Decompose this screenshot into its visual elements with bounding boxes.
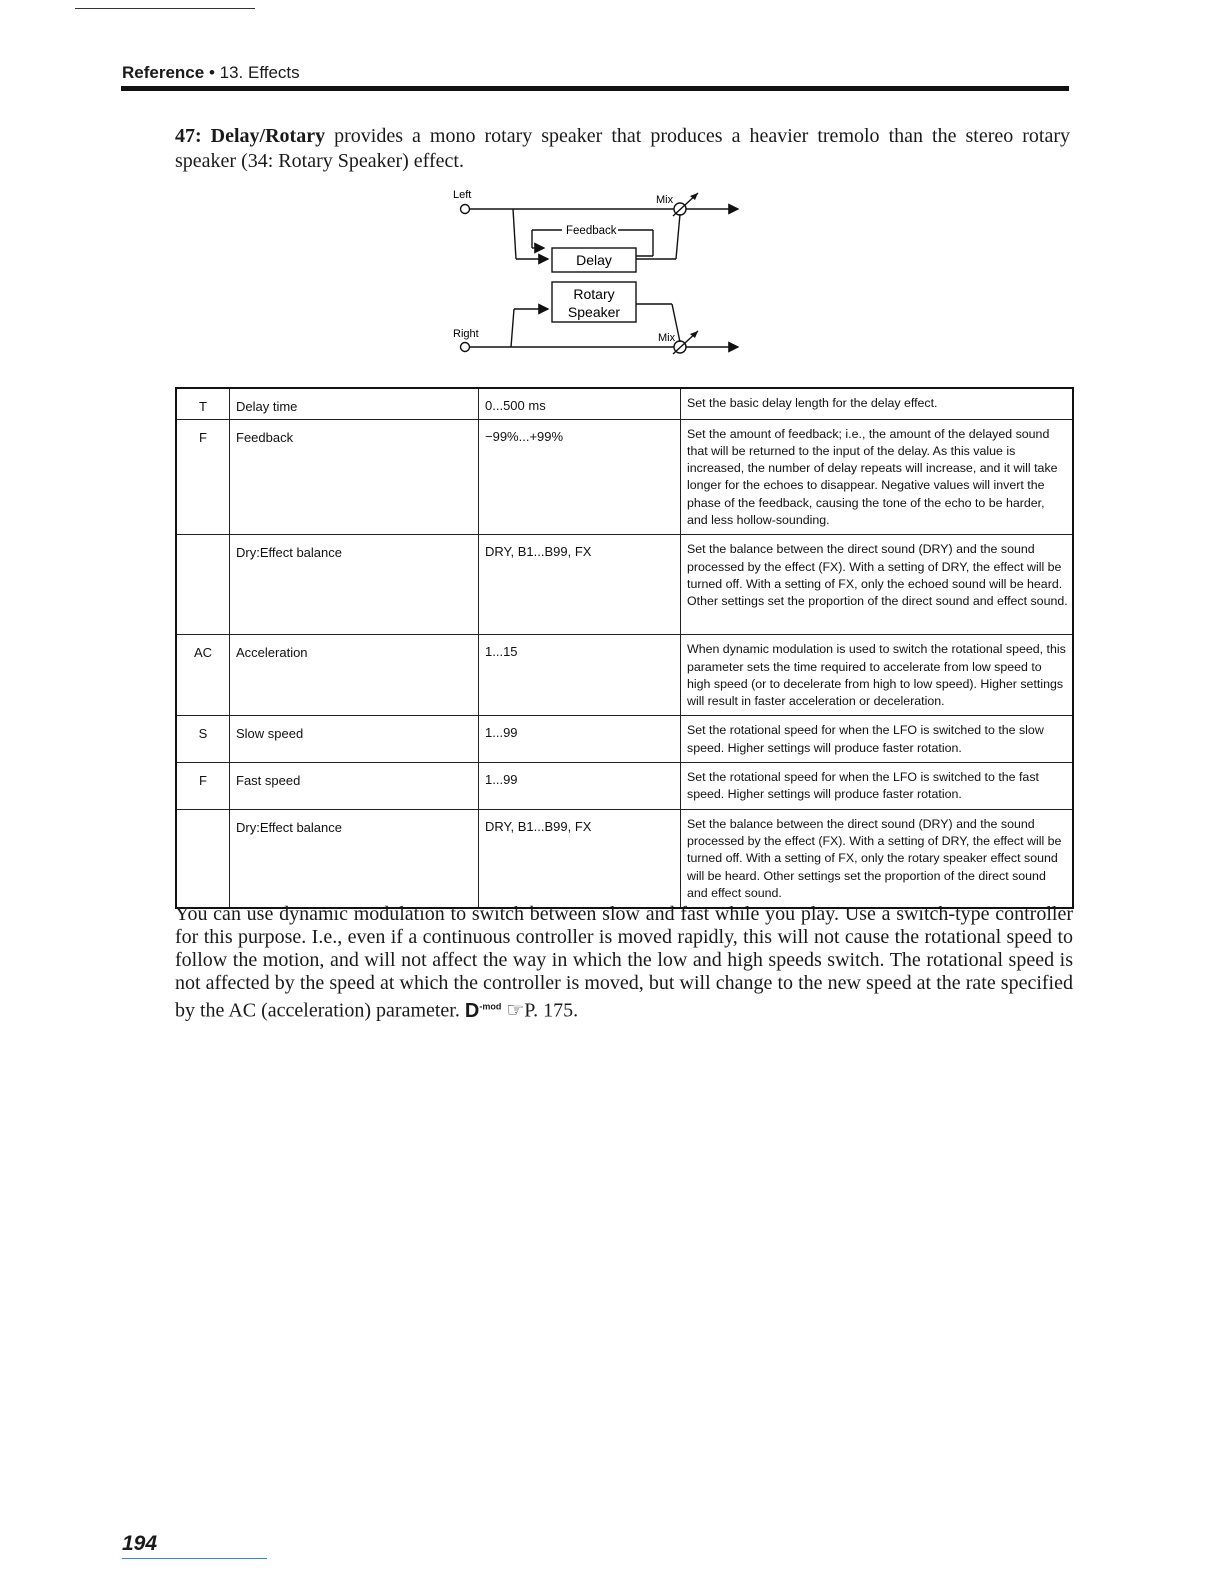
page-number: 194 — [122, 1532, 158, 1555]
intro-paragraph — [175, 124, 1070, 174]
parameter-table — [175, 387, 1074, 909]
param-description: Set the basic delay length for the delay effect. — [681, 388, 1074, 419]
param-description: Set the balance between the direct sound (DRY) and the sound processed by the effect (FX). With a setting of DRY, the effect will be turned off. With a setting of FX, only the echoed sound will be heard. Other settings set the proportion of the direct sound and effect sound. — [681, 535, 1074, 635]
header-chapter: 13. Effects — [219, 63, 300, 82]
table-row — [176, 419, 1073, 535]
effect-title: 47: Delay/Rotary — [175, 125, 326, 147]
param-range: DRY, B1...B99, FX — [479, 809, 681, 908]
top-rule — [75, 8, 255, 9]
signal-flow-diagram — [440, 184, 760, 364]
bottom-rule — [122, 1558, 267, 1559]
table-row — [176, 763, 1073, 810]
param-description: Set the rotational speed for when the LFO is switched to the fast speed. Higher settings will produce faster rotation. — [681, 763, 1074, 810]
param-name: Fast speed — [230, 763, 479, 810]
table-row — [176, 809, 1073, 908]
param-range: 1...99 — [479, 763, 681, 810]
param-name: Feedback — [230, 419, 479, 535]
feedback-label: Feedback — [566, 225, 617, 237]
delay-label: Delay — [576, 252, 612, 268]
param-range: 1...15 — [479, 635, 681, 716]
header-section: Reference — [122, 63, 205, 82]
param-code: F — [176, 419, 230, 535]
page-reference[interactable]: P. 175. — [524, 999, 579, 1022]
param-code — [176, 535, 230, 635]
table-row — [176, 388, 1073, 419]
table-row — [176, 635, 1073, 716]
dynamic-modulation-paragraph — [175, 903, 1073, 1023]
param-code: T — [176, 388, 230, 419]
param-code: AC — [176, 635, 230, 716]
param-name: Acceleration — [230, 635, 479, 716]
running-header — [122, 63, 300, 83]
param-name: Delay time — [230, 388, 479, 419]
right-input-jack — [461, 343, 470, 352]
param-description: Set the rotational speed for when the LFO is switched to the slow speed. Higher settings will produce faster rotation. — [681, 716, 1074, 763]
dmod-icon: $D^{-mod}$ — [464, 999, 502, 1022]
table-row — [176, 716, 1073, 763]
mix-label-right: Mix — [658, 332, 676, 344]
header-bullet: • — [208, 63, 215, 82]
param-description: When dynamic modulation is used to switch the rotational speed, this parameter sets the time required to accelerate from low speed to high speed (or to decelerate from high to low speed). Higher settings will result in faster acceleration or deceleration. — [681, 635, 1074, 716]
rotary-label-line2: Speaker — [567, 304, 621, 320]
param-code — [176, 809, 230, 908]
param-name: Slow speed — [230, 716, 479, 763]
param-range: DRY, B1...B99, FX — [479, 535, 681, 635]
header-rule — [121, 86, 1069, 91]
right-label: Right — [453, 328, 479, 340]
left-label: Left — [453, 189, 472, 201]
param-range: 0...500 ms — [479, 388, 681, 419]
param-name: Dry:Effect balance — [230, 809, 479, 908]
param-name: Dry:Effect balance — [230, 535, 479, 635]
mix-label-left: Mix — [656, 194, 674, 206]
rotary-label-line1: Rotary — [573, 286, 615, 302]
param-code: S — [176, 716, 230, 763]
param-range: −99%...+99% — [479, 419, 681, 535]
left-input-jack — [461, 205, 470, 214]
param-description: Set the balance between the direct sound (DRY) and the sound processed by the effect (FX). With a setting of DRY, the effect will be turned off. With a setting of FX, only the rotary speaker effect sound will be heard. Other settings set the proportion of the direct sound and effect sound. — [681, 809, 1074, 908]
param-range: 1...99 — [479, 716, 681, 763]
reference-icon: ☞ — [506, 999, 525, 1022]
param-description: Set the amount of feedback; i.e., the amount of the delayed sound that will be returned to the input of the delay. As this value is increased, the number of delay repeats will increase, and it will take longer for the echoes to disappear. Negative values will invert the phase of the feedback, causing the tone of the echo to be harder, and less hollow-sounding. — [681, 419, 1074, 535]
table-row — [176, 535, 1073, 635]
intro-text: provides a mono rotary speaker that produces a heavier tremolo than the stereo rotary speaker (34: Rotary Speaker) effect. — [175, 125, 1071, 172]
outro-text: You can use dynamic modulation to switch between slow and fast while you play. Use a switch-type controller for this purpose. I.e., even if a continuous controller is moved rapidly, this will not cause the rotational speed to follow the motion, and will not affect the way in which the low and high speeds switch. The rotational speed is not affected by the speed at which the controller is moved, but will change to the new speed at the rate specified by the AC (acceleration) parameter. — [175, 903, 1073, 1022]
param-code: F — [176, 763, 230, 810]
